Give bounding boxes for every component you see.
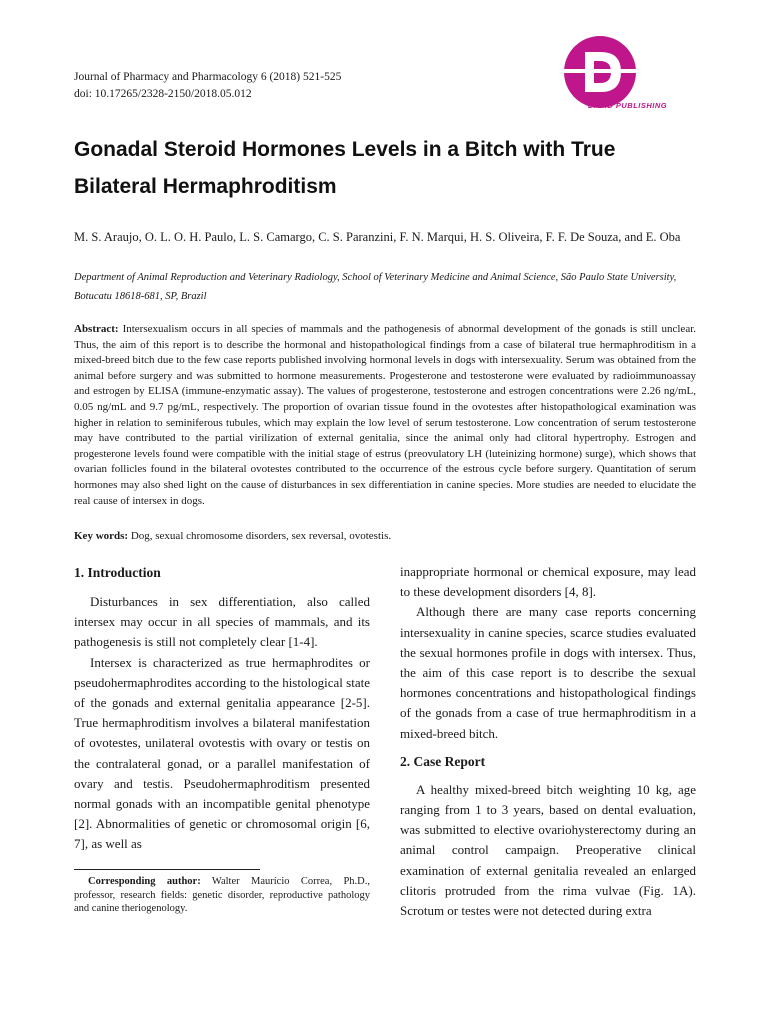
- keywords: [74, 529, 696, 544]
- footnote: [74, 875, 370, 916]
- journal-citation: Journal of Pharmacy and Pharmacology 6 (2018) 521-525: [74, 71, 342, 83]
- intro-paragraph-1: Disturbances in sex differentiation, also called intersex may occur in all species of mammals, and its pathogenesis is still not completely clear [1-4].: [74, 594, 370, 650]
- doi: doi: 10.17265/2328-2150/2018.05.012: [74, 88, 252, 100]
- footnote-label: Corresponding author:: [88, 876, 201, 887]
- abstract-text: Intersexualism occurs in all species of mammals and the pathogenesis of abnormal development of the gonads is still unclear. Thus, the aim of this report is to describe the hormonal and histopathological findings from a case of bilateral true hermaphroditism in a mixed-breed bitch due to the few case reports published involving hormonal levels in dogs with intersexuality. Serum was obtained from the animal before surgery and was submitted to hormone measurements. Progesterone and testosterone were evaluated by radioimmunoassay and estrogen by ELISA (immune-enzymatic assay). The values of progesterone, testosterone and estrogen concentrations were 2.26 ng/mL, 0.05 ng/mL and 9.7 pg/mL, respectively. The proportion of ovarian tissue found in the ovotestes after histopathological examination was higher in relation to seminiferous tubules, which may explain the low level of serum testosterone. Low concentration of serum testosterone may have contributed to the partial virilization of external genitalia, since the animal only had clitoral hypertrophy. Estrogen and progesterone levels found were compatible with the initial stage of estrus (preovulatory LH (luteinizing hormone) surge), which shows that ovarian follicles found in the bilateral ovotestes contributed to the occurrence of the estrous cycle before surgery. Quantitation of serum hormones may also shed light on the cause of disturbances in sex differentiation in canine species. More studies are needed to elucidate the real cause of intersex in dogs.: [74, 323, 697, 507]
- intro-paragraph-3: inappropriate hormonal or chemical exposure, may lead to these development disorders [4, 8].: [400, 564, 696, 600]
- title-line-1: Gonadal Steroid Hormones Levels in a Bitch with True: [74, 138, 616, 161]
- svg-text:DAVID PUBLISHING: DAVID PUBLISHING: [588, 101, 668, 110]
- left-column: [74, 563, 370, 855]
- abstract: [74, 322, 696, 509]
- section-heading-introduction: 1. Introduction: [74, 565, 161, 580]
- david-publishing-logo-icon: [555, 34, 705, 119]
- abstract-label: Abstract:: [74, 323, 119, 335]
- section-heading-case-report: 2. Case Report: [400, 753, 486, 769]
- affiliation: Department of Animal Reproduction and Veterinary Radiology, School of Veterinary Medicine and Animal Science, São Paulo State University, Botucatu 18618-681, SP, Brazil: [74, 272, 677, 302]
- footnote-divider: [74, 869, 260, 870]
- footnote-text: Walter Maurício Correa, Ph.D., professor, research fields: genetic disorder, reproductive pathology and canine theriogenology.: [74, 876, 370, 914]
- title-line-2: Bilateral Hermaphroditism: [74, 175, 337, 198]
- case-paragraph-1: A healthy mixed-breed bitch weighting 10 kg, age ranging from 1 to 3 years, based on dental evaluation, was submitted to elective ovariohysterectomy during an animal control campaign. Preoperative clinical examination of external genitalia revealed an enlarged clitoris protruded from the rima vulvae (Fig. 1A). Scrotum or testes were not detected during extra: [400, 781, 696, 919]
- keywords-label: Key words:: [74, 530, 129, 542]
- paper-title: [74, 131, 704, 205]
- intro-paragraph-2: Intersex is characterized as true hermaphrodites or pseudohermaphrodites according to the histological state of the gonads and external genitalia appearance [2-5]. True hermaphroditism involves a bilateral manifestation of ovotestes, unilateral ovotestis with ovary or testis on the contralateral gonad, or a parallel manifestation of ovary and testis. Pseudohermaphroditism presented normal gonads with an incompatible genital phenotype [2]. Abnormalities of genetic or chromosomal origin [6, 7], as well as: [74, 654, 370, 852]
- authors: M. S. Araujo, O. L. O. H. Paulo, L. S. Camargo, C. S. Paranzini, F. N. Marqui, H. S. Oliveira, F. F. De Souza, and E. Oba: [74, 230, 681, 244]
- intro-paragraph-4: Although there are many case reports concerning intersexuality in canine species, scarce studies evaluated the sexual hormones profile in dogs with intersex. Thus, the aim of this case report is to describe the sexual hormones concentrations and histopathological findings of the gonads from a case of true hermaphroditism in a mixed-breed bitch.: [400, 604, 696, 741]
- keywords-text: Dog, sexual chromosome disorders, sex reversal, ovotestis.: [130, 530, 392, 542]
- publisher-logo: [555, 34, 705, 119]
- journal-header: [74, 69, 341, 103]
- right-column: [400, 562, 696, 921]
